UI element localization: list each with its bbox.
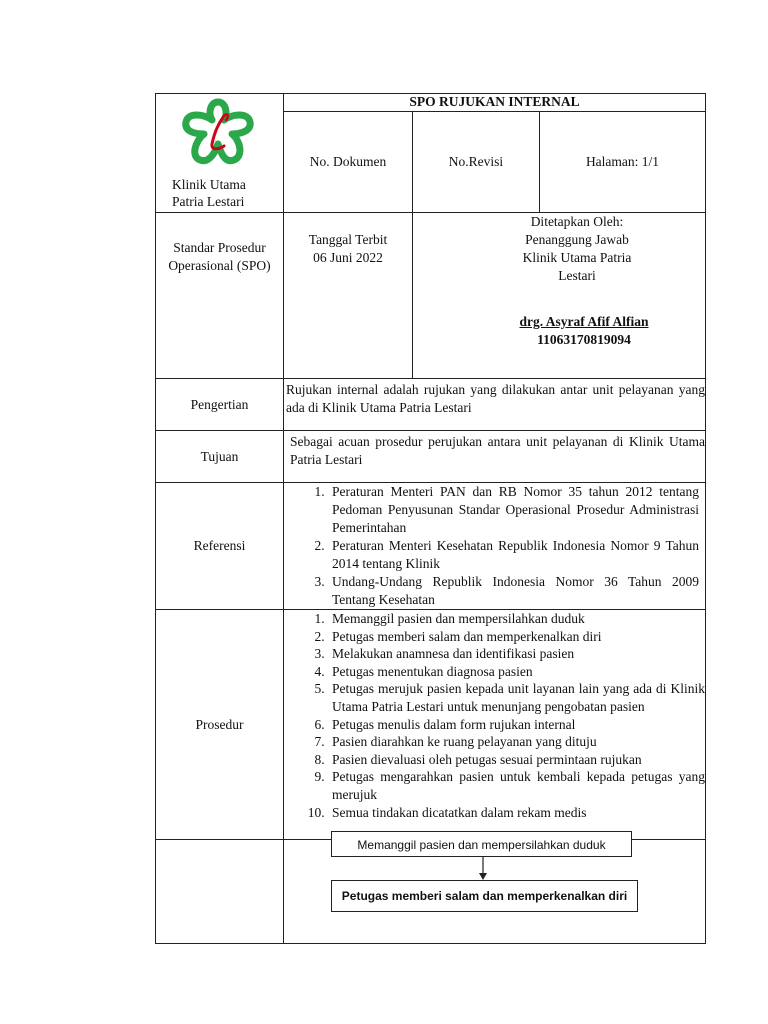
prosedur-item: 2. Petugas memberi salam dan memperkenalkan diri	[328, 628, 705, 646]
flower-L-logo-icon	[178, 94, 258, 170]
prosedur-label: Prosedur	[156, 610, 284, 840]
prosedur-item: 4. Petugas menentukan diagnosa pasien	[328, 663, 705, 681]
tujuan-text-cell	[284, 431, 706, 483]
spo-label-line1: Standar Prosedur	[173, 240, 266, 255]
prosedur-item: 8. Pasien dievaluasi oleh petugas sesuai permintaan rujukan	[328, 751, 705, 769]
pengertian-text: Rujukan internal adalah rujukan yang dilakukan antar unit pelayanan yang ada di Klinik Utama Patria Lestari	[286, 382, 705, 415]
referensi-label: Referensi	[156, 483, 284, 610]
halaman-label: Halaman: 1/1	[585, 154, 660, 170]
prosedur-item: 10. Semua tindakan dicatatkan dalam rekam medis	[328, 804, 705, 822]
document-title: SPO RUJUKAN INTERNAL	[284, 94, 706, 112]
halaman-cell	[540, 112, 706, 213]
ditetapkan-line: Ditetapkan Oleh:	[530, 214, 624, 229]
prosedur-item: 5. Petugas merujuk pasien kepada unit layanan lain yang ada di Klinik Utama Patria Lestari untuk menunjang pengobatan pasien	[328, 680, 705, 715]
prosedur-item: 9. Petugas mengarahkan pasien untuk kembali kepada petugas yang merujuk	[328, 768, 705, 803]
ditetapkan-line: Klinik Utama Patria	[522, 250, 632, 265]
tanggal-terbit-value: 06 Juni 2022	[313, 250, 383, 265]
flowchart-step-1: Memanggil pasien dan mempersilahkan duduk	[331, 831, 632, 857]
referensi-list-cell	[284, 483, 706, 610]
referensi-item: 3. Undang-Undang Republik Indonesia Nomor 36 Tahun 2009 Tentang Kesehatan	[328, 573, 699, 609]
signer-name: drg. Asyraf Afif Alfian	[519, 314, 649, 329]
pengertian-text-cell	[284, 379, 706, 431]
no-revisi-cell	[413, 112, 540, 213]
flowchart-step-2: Petugas memberi salam dan memperkenalkan diri	[331, 880, 638, 912]
ditetapkan-line: Penanggung Jawab	[525, 232, 629, 247]
tanggal-terbit-label: Tanggal Terbit	[308, 232, 388, 247]
prosedur-item: 6. Petugas menulis dalam form rujukan internal	[328, 716, 705, 734]
spo-table	[155, 93, 706, 944]
no-dokumen-cell	[284, 112, 413, 213]
tujuan-label: Tujuan	[156, 431, 284, 483]
tanggal-terbit-cell	[284, 213, 413, 379]
no-dokumen-label: No. Dokumen	[309, 154, 387, 170]
prosedur-item: 7. Pasien diarahkan ke ruang pelayanan yang dituju	[328, 733, 705, 751]
flowchart-arrow-down-icon	[476, 857, 490, 881]
clinic-name-line1: Klinik Utama	[172, 177, 246, 192]
referensi-list	[284, 483, 705, 609]
ditetapkan-cell	[413, 213, 706, 379]
spo-label-cell	[156, 213, 284, 379]
clinic-logo-cell	[156, 94, 284, 213]
tujuan-text: Sebagai acuan prosedur perujukan antara unit pelayanan di Klinik Utama Patria Lestari	[290, 434, 705, 467]
prosedur-item: 1. Memanggil pasien dan mempersilahkan duduk	[328, 610, 705, 628]
prosedur-item: 3. Melakukan anamnesa dan identifikasi pasien	[328, 645, 705, 663]
spo-label-line2: Operasional (SPO)	[168, 258, 271, 273]
pengertian-label: Pengertian	[156, 379, 284, 431]
ditetapkan-line: Lestari	[558, 268, 596, 283]
signer-nip: 11063170819094	[537, 332, 631, 347]
no-revisi-label: No.Revisi	[448, 154, 504, 170]
prosedur-list-cell	[284, 610, 706, 840]
prosedur-list	[284, 610, 705, 821]
clinic-name-line2: Patria Lestari	[172, 194, 245, 209]
referensi-item: 2. Peraturan Menteri Kesehatan Republik Indonesia Nomor 9 Tahun 2014 tentang Klinik	[328, 537, 699, 573]
referensi-item: 1. Peraturan Menteri PAN dan RB Nomor 35 tahun 2012 tentang Pedoman Penyusunan Standar Operasional Prosedur Administrasi Pemerintahan	[328, 483, 699, 537]
flowchart-label-cell	[156, 840, 284, 944]
